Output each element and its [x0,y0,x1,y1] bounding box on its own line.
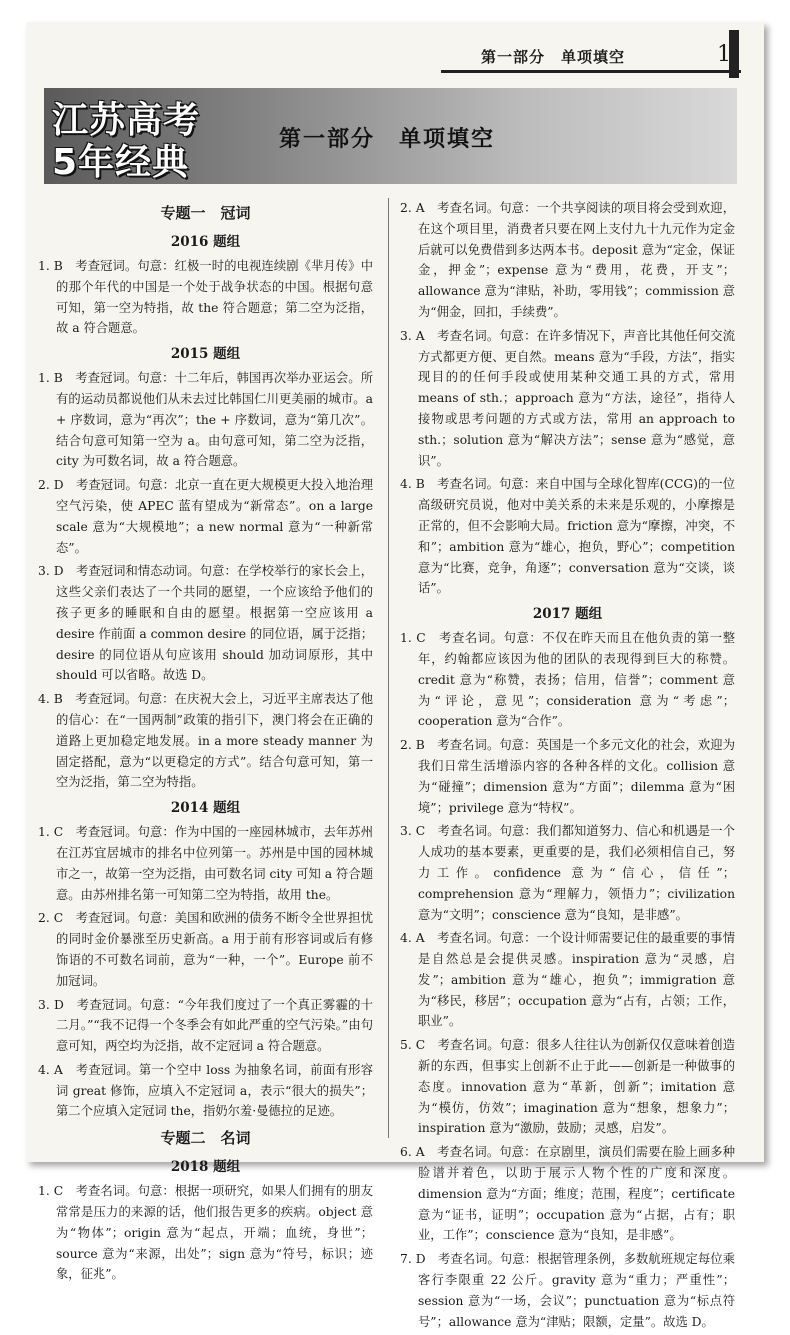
year-heading: 2018 题组 [170,1159,241,1176]
answer-item: 2. D 考查冠词。句意：北京一直在更大规模更大投入地治理空气污染，使 APEC 蓝有望成为“新常态”。on a large scale 意为“大规模地”；a new normal 意为“一种新常态”。 [38,478,373,555]
answer-item: 1. C 考查冠词。句意：作为中国的一座园林城市，去年苏州在江苏宜居城市的排名中位列第一。苏州是中国的园林城市之一，故第一空为泛指，由可数名词 city 可知 a 符合题意。由苏州排名第一可知第二空为特指，故用 the。 [38,825,373,902]
answer-item: 4. B 考查名词。句意：来自中国与全球化智库(CCG)的一位高级研究员说，他对中美关系的未来是乐观的，小摩擦是正常的，但不会影响大局。friction 意为“摩擦，冲突，不和”；ambition 意为“雄心，抱负，野心”；competition 意为“比赛，竞争，角逐”；conversation 意为“交谈，谈话”。 [400,477,735,596]
year-heading: 2015 题组 [170,346,241,363]
answer-item: 4. A 考查冠词。第一个空中 loss 为抽象名词，前面有形容词 great 修饰，应填入不定冠词 a，表示“很大的损失”；第二个应填入定冠词 the，指奶尔羞·曼德拉的足迹。 [38,1062,373,1119]
answer-item: 2. C 考查冠词。句意：美国和欧洲的债务不断令全世界担忧的同时金价暴涨至历史新高。a 用于前有形容词或后有修饰语的不可数名词前，意为“一种，一个”。Europe 前不加冠词。 [38,911,373,988]
running-header-title: 第一部分 单项填空 [481,48,626,66]
answer-item: 6. A 考查名词。句意：在京剧里，演员们需要在脸上画多种脸谱并着色，以助于展示人物个性的广度和深度。dimension 意为“方面；维度；范围，程度”；certificate 意为“证书，证明”；occupation 意为“占据，占有；职业，工作”；conscience 意为“良知，是非感”。 [400,1145,735,1243]
answer-item: 2. A 考查名词。句意：一个共享阅读的项目将会受到欢迎，在这个项目里，消费者只要在网上支付九十九元作为定金后就可以免费借到多达两本书。deposit 意为“定金，保证金，押金”；expense 意为“费用，花费，开支”；allowance 意为“津贴，补助，零用钱”；commission 意为“佣金，回扣，手续费”。 [400,201,735,319]
answer-item: 1. C 考查名词。句意：不仅在昨天而且在他负责的第一整年，约翰都应该因为他的团队的表现得到巨大的称赞。credit 意为“称赞，表扬；信用，信誉”；comment 意为“评论，意见”；consideration 意为“考虑”；cooperation 意为“合作”。 [400,631,735,729]
banner-title: 第一部分 单项填空 [279,126,496,152]
answer-item: 3. C 考查名词。句意：我们都知道努力、信心和机遇是一个人成功的基本要素，更重要的是，我们必须相信自己，努力工作。confidence 意为“信心，信任”；comprehension 意为“理解力，领悟力”；civilization 意为“文明”；conscience 意为“良知，是非感”。 [400,824,735,922]
section-banner [44,88,737,184]
answer-item: 4. A 考查名词。句意：一个设计师需要记住的最重要的事情是自然总是会提供灵感。inspiration 意为“灵感，启发”；ambition 意为“雄心，抱负”；immigration 意为“移民，移居”；occupation 意为“占有，占领；工作，职业”。 [400,931,735,1029]
topic-heading: 专题二 名词 [160,1129,251,1148]
year-heading: 2017 题组 [532,606,603,623]
answer-item: 2. B 考查名词。句意：英国是一个多元文化的社会，欢迎为我们日常生活增添内容的各种各样的文化。collision 意为“碰撞”；dimension 意为“方面”；dilemma 意为“困境”；privilege 意为“特权”。 [400,738,735,815]
left-column [38,198,373,1288]
answer-item: 3. A 考查名词。句意：在许多情况下，声音比其他任何交流方式都更方便、更自然。means 意为“手段，方法”，指实现目的的任何手段或使用某种交通工具的方式，常用 means of sth.；approach 意为“方法，途径”，指待人接物或思考问题的方式或方法，常用 an approach to sth.；solution 意为“解决方法”；sense 意为“感觉，意识”。 [400,328,735,468]
answer-item: 7. D 考查名词。句意：根据管理条例，多数航班规定每位乘客行李限重 22 公斤。gravity 意为“重力；严重性”；session 意为“一场，会议”；punctuation 意为“标点符号”；allowance 意为“津贴；限额，定量”。故选 D。 [400,1252,735,1329]
answer-item: 3. D 考查冠词和情态动词。句意：在学校举行的家长会上，这些父亲们表达了一个共同的愿望，一个应该给予他们的孩子更多的睡眠和自由的愿望。根据第一空应该用 a desire 作前面 a common desire 的同位语，属于泛指；desire 的同位语从句应该用 should 加动词原形，其中 should 可以省略。故选 D。 [38,564,373,683]
year-heading: 2016 题组 [170,234,241,250]
logo-line-1: 江苏高考 [52,100,201,141]
answer-item: 4. B 考查冠词。句意：在庆祝大会上，习近平主席表达了他的信心：在“一国两制”政策的指引下，澳门将会在正确的道路上更加稳定地发展。in a more steady manner 为固定搭配，意为“以更稳定的方式”。结合句意可知，第一空为泛指，第二空为特指。 [38,692,373,790]
column-divider [388,198,389,1138]
logo-line-2: 5年经典 [52,142,190,183]
running-header [441,42,741,72]
answer-item: 1. C 考查名词。句意：根据一项研究，如果人们拥有的朋友常常是压力的来源的话，他们报告更多的疾病。object 意为“物体”；origin 意为“起点，开端；血统，身世”；source 意为“来源，出处”；sign 意为“符号，标识；迹象，征兆”。 [38,1184,373,1282]
answer-item: 1. B 考查冠词。句意：十二年后，韩国再次举办亚运会。所有的运动员都说他们从未去过比韩国仁川更美丽的城市。a + 序数词，意为“再次”；the + 序数词，意为“第几次”。结合句意可知第一空为 a。由句意可知，第二空为泛指，city 为可数名词，故 a 符合题意。 [38,371,373,469]
year-heading: 2014 题组 [170,800,241,817]
answer-item: 1. B 考查冠词。句意：红极一时的电视连续剧《芈月传》中的那个年代的中国是一个处于战争状态的中国。根据句意可知，第一空为特指，故 the 符合题意；第二空为泛指，故 a 符合题意。 [38,259,373,336]
right-column [400,198,735,1335]
header-rule [441,70,741,73]
answer-item: 3. D 考查冠词。句意：“今年我们度过了一个真正雾霾的十二月。”“我不记得一个冬季会有如此严重的空气污染。”由句意可知，两空均为泛指，故不定冠词 a 符合题意。 [38,997,373,1054]
topic-heading: 专题一 冠词 [160,204,251,222]
page [26,22,764,1329]
page-number: 1 [717,42,731,67]
answer-item: 5. C 考查名词。句意：很多人往往认为创新仅仅意味着创造新的东西，但事实上创新不止于此——创新是一种做事的态度。innovation 意为“革新，创新”；imitation 意为“模仿，仿效”；imagination 意为“想象，想象力”；inspiration 意为“激励，鼓励；灵感，启发”。 [400,1038,735,1136]
